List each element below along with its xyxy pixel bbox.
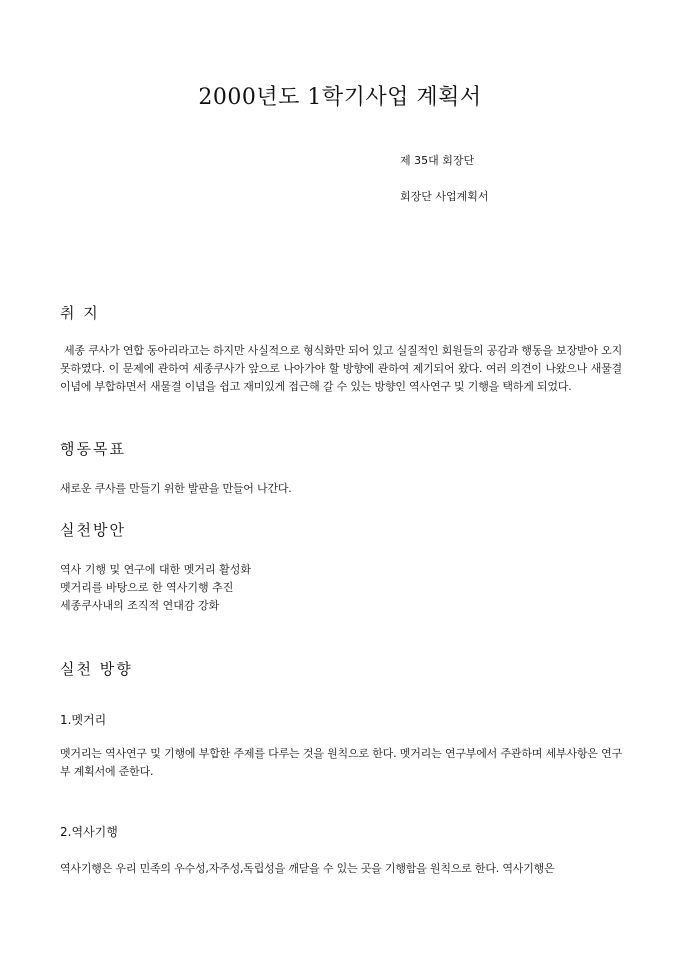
section-heading-plan: 실천방안 xyxy=(60,521,126,539)
goal-paragraph: 새로운 쿠사를 만들기 위한 발판을 만들어 나간다. xyxy=(60,482,292,495)
purpose-paragraph: 세종 쿠사가 연합 동아리라고는 하지만 사실적으로 형식화만 되어 있고 실질적인 회원들의 공감과 행동을 보장받아 오지 못하였다. 이 문제에 관하여 세종쿠사가 앞으로 나아가야 할 방향에 관하여 제기되어 왔다. 여러 의견이 나왔으나 새물결 이념에 부합하면서 새물결 이념을 쉽고 재미있게 접근해 갈 수 있는 방향인 역사연구 및 기행을 택하게 되었다. xyxy=(60,344,622,393)
section-heading-direction: 실천 방향 xyxy=(60,660,133,678)
list-item: 역사 기행 및 연구에 대한 멧거리 활성화 xyxy=(60,563,251,576)
list-item: 멧거리를 바탕으로 한 역사기행 추진 xyxy=(60,581,234,594)
section-heading-goal: 행동목표 xyxy=(60,440,126,458)
plan-list xyxy=(60,561,251,615)
section-heading-purpose: 취 지 xyxy=(60,304,100,322)
list-item: 세종쿠사내의 조직적 연대감 강화 xyxy=(60,599,220,612)
subsection-paragraph: 멧거리는 역사연구 및 기행에 부합한 주제를 다루는 것을 원칙으로 한다. 멧거리는 연구부에서 주관하며 세부사항은 연구부 계획서에 준한다. xyxy=(60,747,622,778)
document-type-label: 회장단 사업계획서 xyxy=(400,190,489,203)
organization-label: 제 35대 회장단 xyxy=(400,154,475,167)
subsection-title: 2.역사기행 xyxy=(60,825,118,839)
document-title: 2000년도 1학기사업 계획서 xyxy=(198,85,482,110)
subsection-title: 1.멧거리 xyxy=(60,713,107,727)
subsection-paragraph: 역사기행은 우리 민족의 우수성,자주성,독립성을 깨닫을 수 있는 곳을 기행함을 원칙으로 한다. 역사기행은 xyxy=(60,862,555,875)
